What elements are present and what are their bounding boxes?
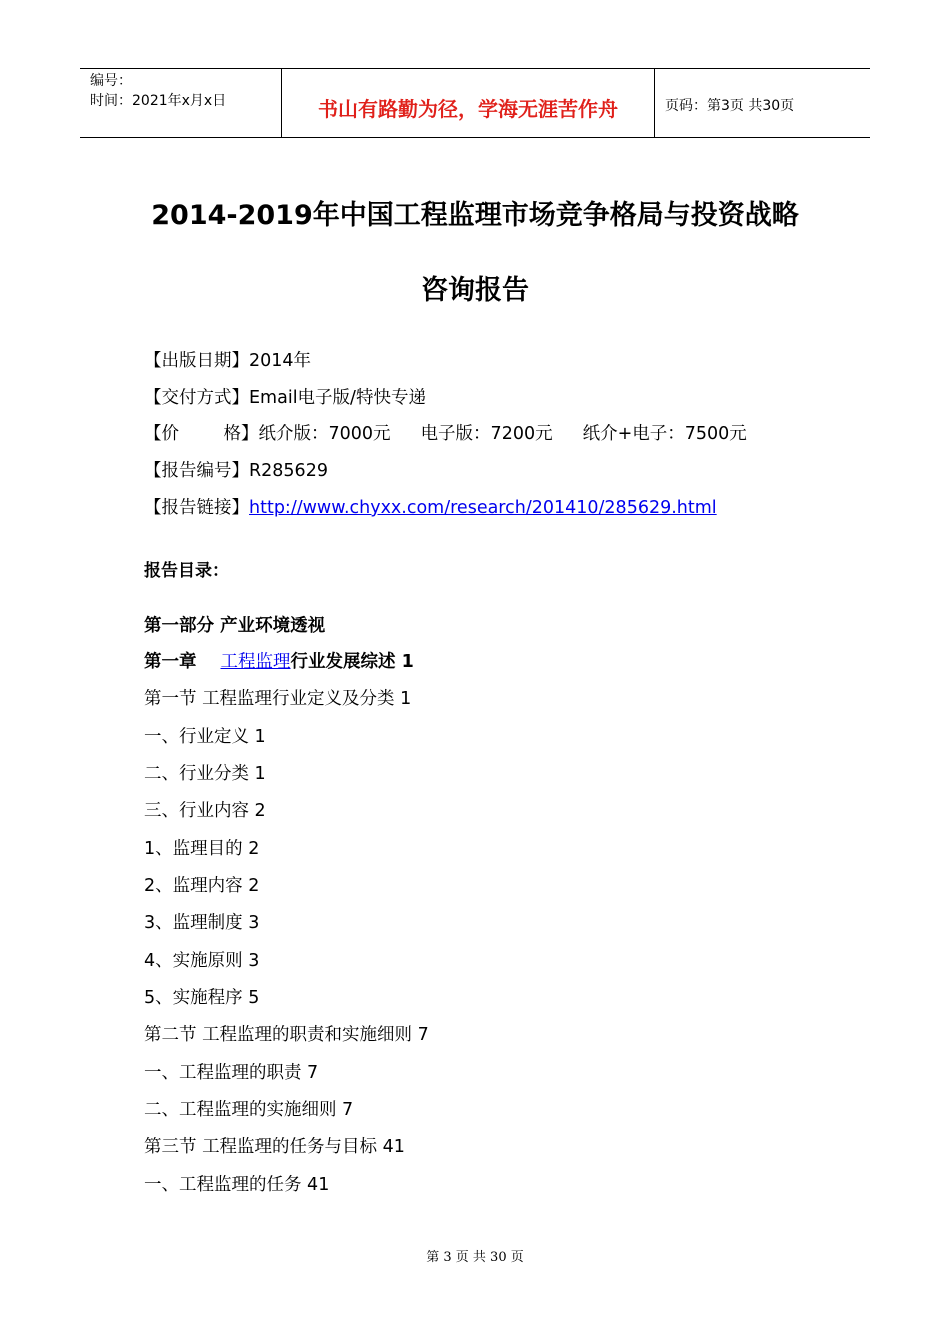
meta-price [144, 422, 747, 446]
header-motto-cell [281, 69, 655, 137]
list-item: 5、实施程序 5 [144, 988, 260, 1008]
meta-report-number-key: 【报告编号】 [144, 461, 249, 481]
list-item: 第一节 工程监理行业定义及分类 1 [144, 689, 412, 709]
list-item: 二、工程监理的实施细则 7 [144, 1100, 354, 1120]
toc-chapter-1-prefix: 第一章 [144, 652, 197, 672]
meta-report-number [144, 459, 328, 483]
page-footer: 第 3 页 共 30 页 [426, 1250, 524, 1265]
toc-part-title: 第一部分 产业环境透视 [144, 616, 326, 636]
toc-chapter-1-link[interactable]: 工程监理 [220, 652, 291, 672]
meta-delivery-key: 【交付方式】 [144, 388, 249, 408]
meta-price-both: 纸介+电子：7500元 [582, 424, 747, 444]
meta-delivery-value: Email电子版/特快专递 [249, 388, 426, 408]
meta-report-link-key: 【报告链接】 [144, 498, 249, 518]
list-item: 三、行业内容 2 [144, 801, 266, 821]
report-link[interactable]: http://www.chyxx.com/research/201410/285629.html [249, 498, 717, 518]
list-item: 一、工程监理的任务 41 [144, 1175, 330, 1195]
list-item: 一、工程监理的职责 7 [144, 1063, 319, 1083]
header-number-label: 编号： [90, 73, 132, 89]
meta-price-paper: 纸介版：7000元 [258, 424, 391, 444]
meta-price-key: 【价 格】 [144, 424, 259, 444]
header-left-cell [80, 69, 280, 137]
toc-chapter-1-suffix: 行业发展综述 1 [290, 652, 414, 672]
list-item: 4、实施原则 3 [144, 951, 260, 971]
list-item: 第二节 工程监理的职责和实施细则 7 [144, 1025, 429, 1045]
header-time-label: 时间：2021年x月x日 [90, 93, 227, 109]
meta-publish-date-key: 【出版日期】 [144, 351, 249, 371]
meta-publish-date [144, 349, 311, 373]
toc-heading: 报告目录： [144, 561, 229, 581]
toc-chapter-1 [144, 650, 414, 674]
document-title-line1: 2014-2019年中国工程监理市场竞争格局与投资战略 [151, 200, 799, 231]
list-item: 1、监理目的 2 [144, 839, 260, 859]
list-item: 第三节 工程监理的任务与目标 41 [144, 1137, 405, 1157]
meta-delivery [144, 386, 426, 410]
list-item: 3、监理制度 3 [144, 913, 260, 933]
document-title-line2: 咨询报告 [421, 275, 529, 306]
list-item: 二、行业分类 1 [144, 764, 266, 784]
meta-price-electronic: 电子版：7200元 [420, 424, 553, 444]
header-page-cell [655, 69, 870, 137]
meta-report-number-value: R285629 [249, 461, 328, 481]
list-item: 2、监理内容 2 [144, 876, 260, 896]
meta-report-link [144, 496, 717, 520]
page-header [80, 68, 870, 138]
header-motto: 书山有路勤为径，学海无涯苦作舟 [318, 97, 618, 121]
meta-publish-date-value: 2014年 [249, 351, 312, 371]
header-page-info: 页码：第3页 共30页 [665, 98, 795, 114]
list-item: 一、行业定义 1 [144, 727, 266, 747]
